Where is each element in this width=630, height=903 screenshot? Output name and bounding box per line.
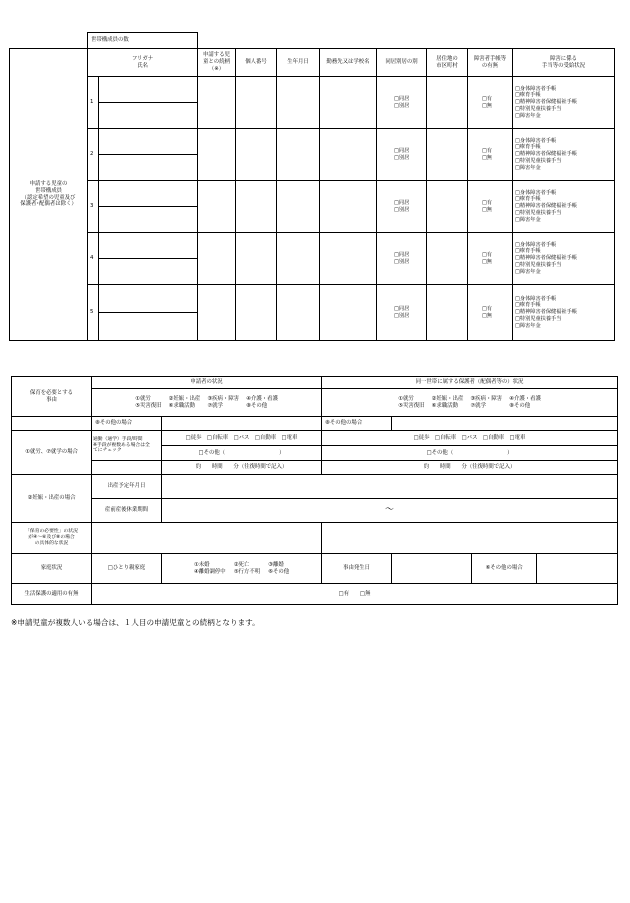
- header-cohabit: 同居別居の別: [377, 49, 427, 77]
- family-option-3-6[interactable]: ③離婚 ⑥その他: [268, 561, 290, 575]
- commute-label: 通勤（通学）手段/時間 ※手段が複数ある場合は全 てにチェック: [92, 431, 162, 461]
- member-birthdate-field[interactable]: [277, 233, 320, 285]
- member-workplace-field[interactable]: [320, 181, 377, 233]
- member-name-field[interactable]: [99, 259, 198, 285]
- member-disability-checkbox[interactable]: □身体障害者手帳 □療育手帳 □精神障害者保健福祉手帳 □特別児童扶養手当 □障害年金: [513, 77, 615, 129]
- applicant-other-field[interactable]: [162, 417, 322, 431]
- member-disability-checkbox[interactable]: □身体障害者手帳 □療育手帳 □精神障害者保健福祉手帳 □特別児童扶養手当 □障害年金: [513, 285, 615, 341]
- header-disability: 障害に係る 手当等の受給状況: [513, 49, 615, 77]
- member-workplace-field[interactable]: [320, 77, 377, 129]
- family-option-2-5[interactable]: ②死亡 ⑤行方不明: [233, 561, 261, 575]
- household-table: [9, 32, 615, 341]
- header-birthdate: 生年月日: [277, 49, 320, 77]
- member-personal-number-field[interactable]: [236, 233, 277, 285]
- member-municipality-field[interactable]: [427, 181, 468, 233]
- member-disability-checkbox[interactable]: □身体障害者手帳 □療育手帳 □精神障害者保健福祉手帳 □特別児童扶養手当 □障害年金: [513, 129, 615, 181]
- spouse-other-field[interactable]: [392, 417, 618, 431]
- header-name: フリガナ 氏名: [88, 49, 198, 77]
- applicant-commute-options[interactable]: □徒歩 □自転車 □バス □自動車 □電車: [162, 431, 322, 446]
- due-date-field[interactable]: [162, 475, 618, 499]
- event-date-field[interactable]: [392, 554, 472, 584]
- member-birthdate-field[interactable]: [277, 181, 320, 233]
- member-handbook-checkbox[interactable]: □有 □無: [468, 233, 513, 285]
- member-furigana-field[interactable]: [99, 181, 198, 207]
- care-table: [11, 376, 618, 605]
- spouse-status-header: 同一世帯に属する保護者（配偶者等の）状況: [322, 377, 618, 389]
- member-row-number: 5: [88, 285, 99, 341]
- member-handbook-checkbox[interactable]: □有 □無: [468, 77, 513, 129]
- applicant-reason-1-5[interactable]: ①就労 ⑤災害復旧: [135, 395, 162, 409]
- spouse-necessity-field[interactable]: [322, 523, 618, 554]
- spouse-other-label: ⑧その他の場合: [322, 417, 392, 431]
- member-furigana-field[interactable]: [99, 285, 198, 313]
- member-disability-checkbox[interactable]: □身体障害者手帳 □療育手帳 □精神障害者保健福祉手帳 □特別児童扶養手当 □障害年金: [513, 233, 615, 285]
- member-personal-number-field[interactable]: [236, 77, 277, 129]
- member-relation-field[interactable]: [198, 77, 236, 129]
- member-workplace-field[interactable]: [320, 129, 377, 181]
- member-handbook-checkbox[interactable]: □有 □無: [468, 181, 513, 233]
- member-municipality-field[interactable]: [427, 77, 468, 129]
- member-workplace-field[interactable]: [320, 285, 377, 341]
- applicant-reason-4-8[interactable]: ④介護・看護 ⑧その他: [246, 395, 278, 409]
- member-furigana-field[interactable]: [99, 77, 198, 103]
- necessity-label: 「保育の必要性」の状況 が④～⑥及び⑧の場合 の具体的な状況: [12, 523, 92, 554]
- welfare-label: 生活保護の適用の有無: [12, 584, 92, 605]
- due-date-label: 出産予定年月日: [92, 475, 162, 499]
- member-furigana-field[interactable]: [99, 129, 198, 155]
- family-option-1-4[interactable]: ①未婚 ④離婚調停中: [193, 561, 226, 575]
- leave-period-label: 産前産後休業期間: [92, 499, 162, 523]
- member-name-field[interactable]: [99, 207, 198, 233]
- member-personal-number-field[interactable]: [236, 285, 277, 341]
- member-row-number: 3: [88, 181, 99, 233]
- member-personal-number-field[interactable]: [236, 129, 277, 181]
- member-name-field[interactable]: [99, 103, 198, 129]
- header-relation: 申請する児 童との続柄 （※）: [198, 49, 236, 77]
- member-birthdate-field[interactable]: [277, 77, 320, 129]
- header-handbook: 障害者手帳等 の有無: [468, 49, 513, 77]
- family-status-label: 家庭状況: [12, 554, 92, 584]
- spouse-reason-3-7[interactable]: ③疾病・障害 ⑦就学: [470, 395, 503, 409]
- spouse-reason-1-5[interactable]: ①就労 ⑤災害復旧: [398, 395, 425, 409]
- need-reason-label: 保育を必要とする 事由: [12, 377, 92, 417]
- member-cohabit-checkbox[interactable]: □同居 □別居: [377, 129, 427, 181]
- member-cohabit-checkbox[interactable]: □同居 □別居: [377, 181, 427, 233]
- member-handbook-checkbox[interactable]: □有 □無: [468, 285, 513, 341]
- applicant-other-label: ⑧その他の場合: [92, 417, 162, 431]
- member-relation-field[interactable]: [198, 285, 236, 341]
- member-furigana-field[interactable]: [99, 233, 198, 259]
- member-relation-field[interactable]: [198, 181, 236, 233]
- event-date-label: 事由発生日: [322, 554, 392, 584]
- applicant-reason-2-6[interactable]: ②妊娠・出産 ⑥求職活動: [168, 395, 201, 409]
- member-municipality-field[interactable]: [427, 285, 468, 341]
- applicant-commute-time[interactable]: 約 時間 分（往復時間で記入）: [162, 461, 322, 475]
- member-municipality-field[interactable]: [427, 233, 468, 285]
- welfare-checkbox[interactable]: □有 □無: [92, 584, 618, 605]
- member-disability-checkbox[interactable]: □身体障害者手帳 □療育手帳 □精神障害者保健福祉手帳 □特別児童扶養手当 □障害年金: [513, 181, 615, 233]
- member-municipality-field[interactable]: [427, 129, 468, 181]
- household-count-label: 世帯構成員の数: [88, 33, 198, 49]
- member-birthdate-field[interactable]: [277, 129, 320, 181]
- member-cohabit-checkbox[interactable]: □同居 □別居: [377, 285, 427, 341]
- member-relation-field[interactable]: [198, 129, 236, 181]
- spouse-commute-other[interactable]: □その他（ ）: [322, 446, 618, 461]
- member-name-field[interactable]: [99, 155, 198, 181]
- member-birthdate-field[interactable]: [277, 285, 320, 341]
- header-municipality: 居住地の 市区町村: [427, 49, 468, 77]
- footnote: ※申請児童が複数人いる場合は、１人目の申請児童との続柄となります。: [11, 618, 260, 627]
- member-cohabit-checkbox[interactable]: □同居 □別居: [377, 233, 427, 285]
- member-row-number: 4: [88, 233, 99, 285]
- pregnancy-label: ②妊娠・出産の場合: [12, 475, 92, 523]
- member-relation-field[interactable]: [198, 233, 236, 285]
- applicant-status-header: 申請者の状況: [92, 377, 322, 389]
- header-workplace: 勤務先又は学校名: [320, 49, 377, 77]
- member-handbook-checkbox[interactable]: □有 □無: [468, 129, 513, 181]
- member-cohabit-checkbox[interactable]: □同居 □別居: [377, 77, 427, 129]
- other6-label: ⑥その他の場合: [472, 554, 537, 584]
- household-section-label: 申請する児童の 世帯構成員 （認定希望の児童及び 保護者･配偶者は除く）: [10, 49, 88, 341]
- member-workplace-field[interactable]: [320, 233, 377, 285]
- spouse-reason-4-8[interactable]: ④介護・看護 ⑧その他: [509, 395, 541, 409]
- applicant-necessity-field[interactable]: [92, 523, 322, 554]
- header-personal-number: 個人番号: [236, 49, 277, 77]
- spouse-commute-time[interactable]: 約 時間 分（往復時間で記入）: [322, 461, 618, 475]
- spouse-reason-2-6[interactable]: ②妊娠・出産 ⑥求職活動: [431, 395, 464, 409]
- member-personal-number-field[interactable]: [236, 181, 277, 233]
- work-study-label: ①就労、⑦就学の場合: [12, 431, 92, 475]
- member-row-number: 2: [88, 129, 99, 181]
- single-parent-checkbox[interactable]: □ひとり親家庭: [92, 554, 162, 584]
- member-name-field[interactable]: [99, 313, 198, 341]
- spouse-commute-options[interactable]: □徒歩 □自転車 □バス □自動車 □電車: [322, 431, 618, 446]
- member-row-number: 1: [88, 77, 99, 129]
- applicant-reason-3-7[interactable]: ③疾病・障害 ⑦就学: [207, 395, 240, 409]
- leave-period-field[interactable]: ～: [162, 499, 618, 523]
- applicant-commute-other[interactable]: □その他（ ）: [162, 446, 322, 461]
- other6-field[interactable]: [537, 554, 618, 584]
